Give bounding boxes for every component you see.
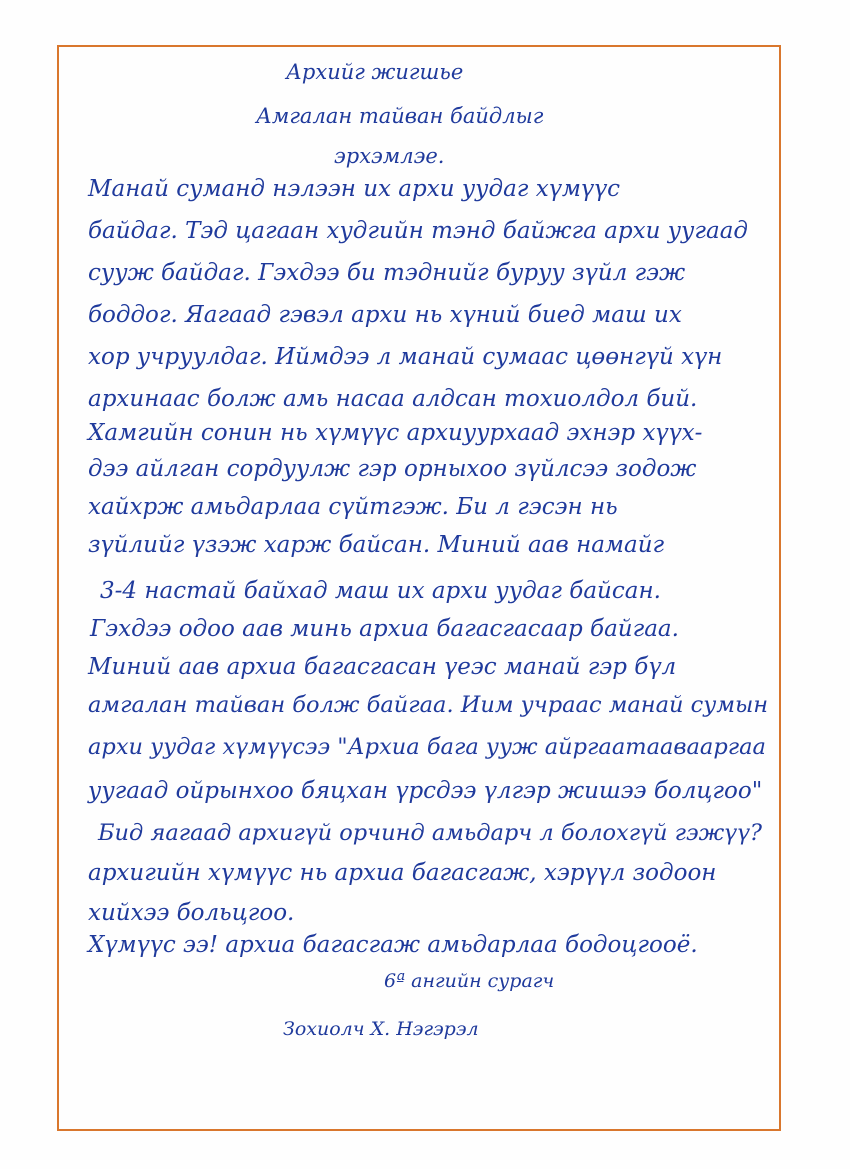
title-line-1: Архийг жигшье — [286, 60, 464, 84]
essay-line-9: хайхрж амьдарлаа сүйтгэж. Би л гэсэн нь — [88, 494, 618, 520]
essay-line-7: Хамгийн сонин нь хүмүүс архиуурхаад эхнэр хүүх- — [88, 420, 703, 446]
essay-line-20: Хүмүүс ээ! архиа багасгаж амьдарлаа бодоцгооё. — [88, 932, 698, 958]
essay-line-4: боддог. Яагаад гэвэл архи нь хүний биед маш их — [88, 302, 682, 328]
essay-line-2: байдаг. Тэд цагаан худгийн тэнд байжга архи уугаад — [88, 218, 749, 244]
essay-line-18: архигийн хүмүүс нь архиа багасгаж, хэрүүл зодоон — [88, 860, 717, 886]
essay-line-5: хор учруулдаг. Иймдээ л манай сумаас цөөнгүй хүн — [88, 344, 723, 370]
essay-line-17: Бид яагаад архигүй орчинд амьдарч л болохгүй гэжүү? — [98, 820, 762, 846]
essay-line-10: зүйлийг үзэж харж байсан. Миний аав намайг — [88, 532, 665, 558]
title-line-3: эрхэмлэе. — [334, 144, 445, 168]
author-signature: Зохиолч Х. Нэгэрэл — [283, 1018, 479, 1040]
grade-label: 6ª ангийн сурагч — [384, 970, 555, 992]
essay-line-3: сууж байдаг. Гэхдээ би тэднийг буруу зүйл гэж — [88, 260, 686, 286]
essay-line-6: архинаас болж амь насаа алдсан тохиолдол бий. — [88, 386, 698, 412]
essay-line-11: 3-4 настай байхад маш их архи уудаг байсан. — [100, 578, 661, 604]
essay-line-14: амгалан тайван болж байгаа. Иим учраас манай сумын — [88, 692, 769, 718]
essay-line-16: уугаад ойрынхоо бяцхан үрсдээ үлгэр жишээ болцгоо" — [88, 778, 763, 804]
essay-line-8: дээ айлган сордуулж гэр орныхоо зүйлсээ зодож — [88, 456, 697, 482]
essay-line-13: Миний аав архиа багасгасан үеэс манай гэр бүл — [88, 654, 677, 680]
essay-line-1: Манай суманд нэлээн их архи уудаг хүмүүс — [88, 176, 621, 202]
title-line-2: Амгалан тайван байдлыг — [256, 104, 544, 128]
essay-line-12: Гэхдээ одоо аав минь архиа багасгасаар байгаа. — [90, 616, 679, 642]
essay-line-15: архи уудаг хүмүүсээ "Архиа бага ууж айргаатаавааргаа — [88, 734, 766, 760]
essay-line-19: хийхээ больцгоо. — [88, 900, 295, 926]
